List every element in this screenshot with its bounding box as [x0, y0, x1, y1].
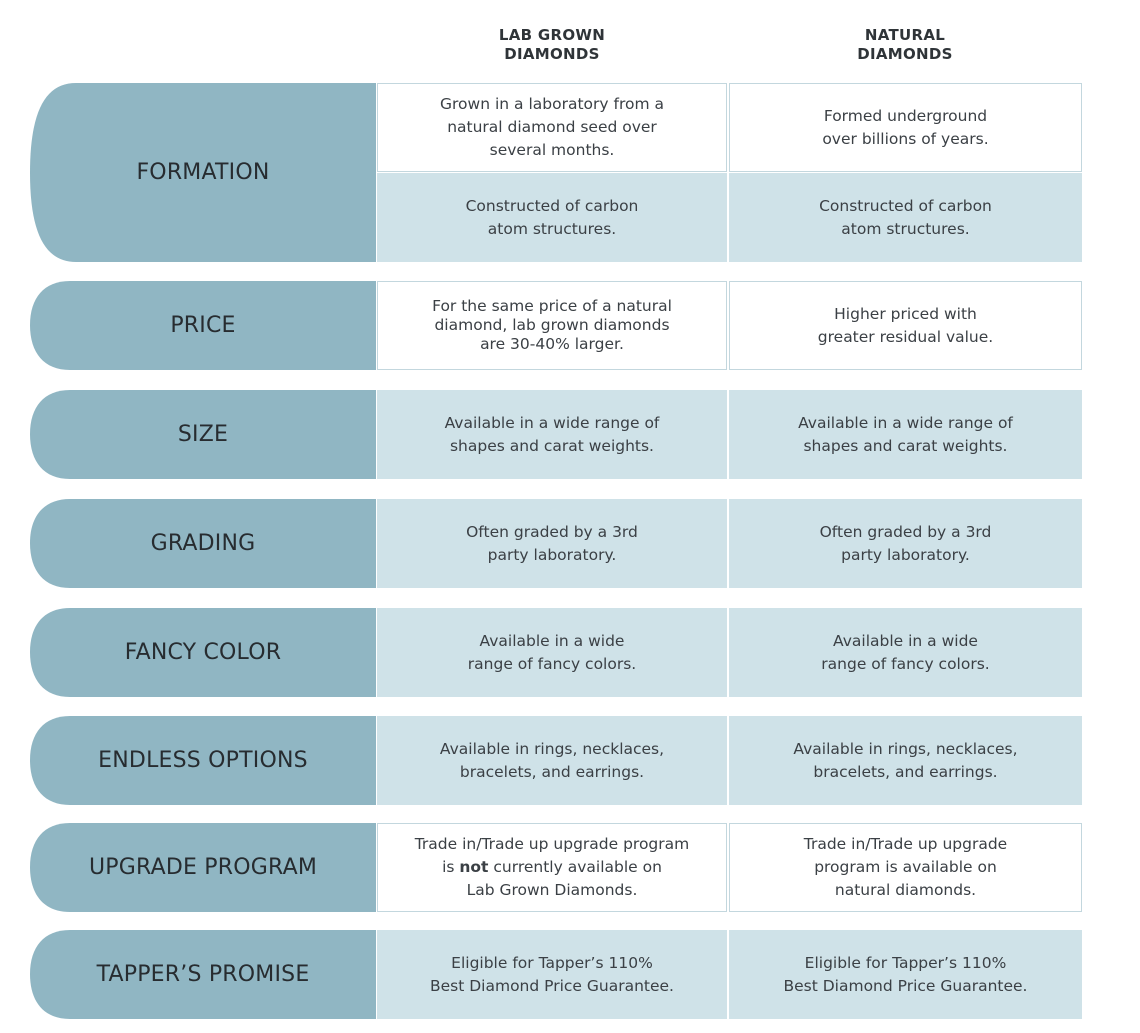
- cell-grading-lab: Often graded by a 3rd party laboratory.: [377, 499, 727, 588]
- row-label-fancy-color: FANCY COLOR: [124, 640, 282, 665]
- cell-formation-lab-2: Constructed of carbon atom structures.: [377, 173, 727, 262]
- upgrade-lab-text-emphasis: not: [459, 858, 489, 876]
- row-tappers-promise: [30, 930, 1082, 1019]
- upgrade-lab-text: [415, 833, 690, 902]
- cell-grading-natural: Often graded by a 3rd party laboratory.: [729, 499, 1082, 588]
- cell-endless-options-natural: Available in rings, necklaces, bracelets, and earrings.: [729, 716, 1082, 805]
- cell-formation-natural-1: Formed underground over billions of years.: [729, 83, 1082, 172]
- cell-upgrade-program-natural: Trade in/Trade up upgrade program is available on natural diamonds.: [729, 823, 1082, 912]
- row-label-tappers-promise: TAPPER’S PROMISE: [96, 962, 310, 987]
- cell-fancy-color-lab: Available in a wide range of fancy colors.: [377, 608, 727, 697]
- cell-price-natural: Higher priced with greater residual value.: [729, 281, 1082, 370]
- row-upgrade-program: [30, 823, 1082, 912]
- row-fancy-color: [30, 608, 1082, 697]
- cell-fancy-color-natural: Available in a wide range of fancy colors.: [729, 608, 1082, 697]
- row-label-price: PRICE: [170, 313, 236, 338]
- row-formation: [30, 83, 1082, 262]
- row-price: [30, 281, 1082, 370]
- row-endless-options: [30, 716, 1082, 805]
- column-header-lab-grown: LAB GROWN DIAMONDS: [498, 26, 606, 63]
- column-header-natural: NATURAL DIAMONDS: [857, 26, 953, 63]
- cell-tappers-promise-natural: Eligible for Tapper’s 110% Best Diamond Price Guarantee.: [729, 930, 1082, 1019]
- row-label-upgrade-program: UPGRADE PROGRAM: [88, 855, 318, 880]
- row-label-formation: FORMATION: [136, 160, 270, 185]
- upgrade-lab-text-part-2: currently available on Lab Grown Diamonds.: [466, 858, 662, 899]
- cell-size-natural: Available in a wide range of shapes and carat weights.: [729, 390, 1082, 479]
- row-grading: [30, 499, 1082, 588]
- cell-formation-natural-2: Constructed of carbon atom structures.: [729, 173, 1082, 262]
- row-label-grading: GRADING: [150, 531, 256, 556]
- upgrade-lab-text-part-1: Trade in/Trade up upgrade program is: [414, 835, 690, 876]
- row-label-size: SIZE: [177, 422, 229, 447]
- cell-endless-options-lab: Available in rings, necklaces, bracelets, and earrings.: [377, 716, 727, 805]
- cell-formation-lab-1: Grown in a laboratory from a natural diamond seed over several months.: [377, 83, 727, 172]
- cell-price-lab: For the same price of a natural diamond, lab grown diamonds are 30-40% larger.: [377, 281, 727, 370]
- cell-tappers-promise-lab: Eligible for Tapper’s 110% Best Diamond Price Guarantee.: [377, 930, 727, 1019]
- cell-upgrade-program-lab: [377, 823, 727, 912]
- cell-size-lab: Available in a wide range of shapes and carat weights.: [377, 390, 727, 479]
- row-label-endless-options: ENDLESS OPTIONS: [98, 748, 308, 773]
- row-size: [30, 390, 1082, 479]
